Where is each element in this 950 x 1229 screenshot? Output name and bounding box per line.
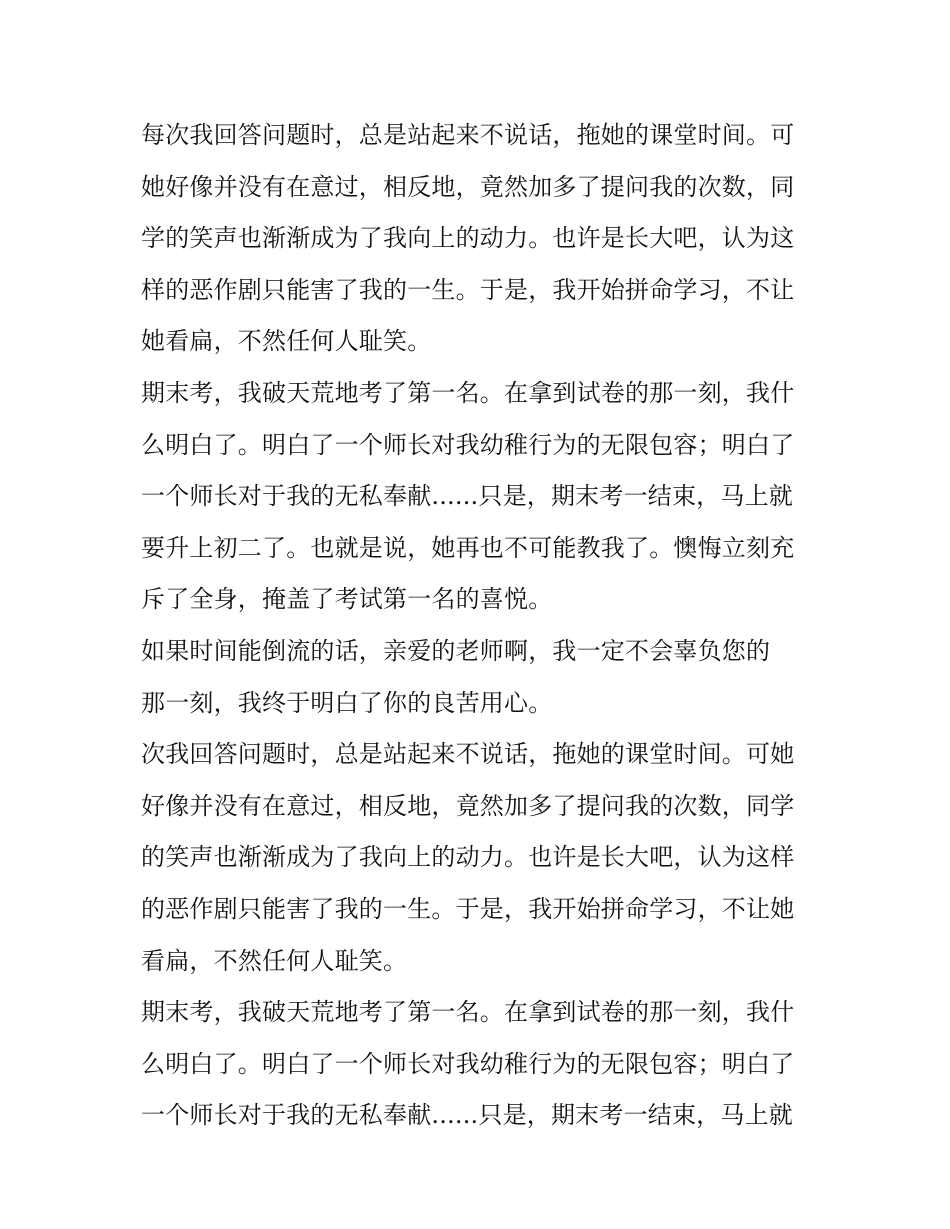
text-line: 一个师长对于我的无私奉献......只是，期末考一结束，马上就 [141, 1101, 793, 1130]
text-line: 好像并没有在意过，相反地，竟然加多了提问我的次数，同学 [141, 791, 795, 820]
text-line: 每次我回答问题时，总是站起来不说话，拖她的课堂时间。可 [141, 121, 795, 149]
text-line: 要升上初二了。也就是说，她再也不可能教我了。懊悔立刻充 [141, 533, 795, 562]
text-line: 一个师长对于我的无私奉献......只是，期末考一结束，马上就 [141, 482, 793, 511]
text-line: 那一刻，我终于明白了你的良苦用心。 [141, 688, 553, 717]
text-line: 期末考，我破天荒地考了第一名。在拿到试卷的那一刻，我什 [141, 378, 795, 407]
text-line: 的恶作剧只能害了我的一生。于是，我开始拼命学习，不让她 [141, 894, 795, 923]
text-line: 么明白了。明白了一个师长对我幼稚行为的无限包容；明白了 [141, 430, 795, 459]
text-line: 她看扁，不然任何人耻笑。 [141, 327, 432, 356]
text-line: 么明白了。明白了一个师长对我幼稚行为的无限包容；明白了 [141, 1049, 795, 1078]
text-line: 斥了全身，掩盖了考试第一名的喜悦。 [141, 585, 553, 614]
body-text [141, 110, 821, 1142]
text-line: 学的笑声也渐渐成为了我向上的动力。也许是长大吧，认为这 [141, 224, 795, 253]
text-line: 看扁，不然任何人耻笑。 [141, 946, 408, 975]
text-line: 如果时间能倒流的话，亲爱的老师啊，我一定不会辜负您的 [141, 636, 771, 665]
text-line: 样的恶作剧只能害了我的一生。于是，我开始拼命学习，不让 [141, 275, 795, 304]
text-line: 的笑声也渐渐成为了我向上的动力。也许是长大吧，认为这样 [141, 843, 795, 872]
text-line: 期末考，我破天荒地考了第一名。在拿到试卷的那一刻，我什 [141, 998, 795, 1027]
text-line: 她好像并没有在意过，相反地，竟然加多了提问我的次数，同 [141, 172, 795, 201]
text-line: 次我回答问题时，总是站起来不说话，拖她的课堂时间。可她 [141, 740, 795, 769]
